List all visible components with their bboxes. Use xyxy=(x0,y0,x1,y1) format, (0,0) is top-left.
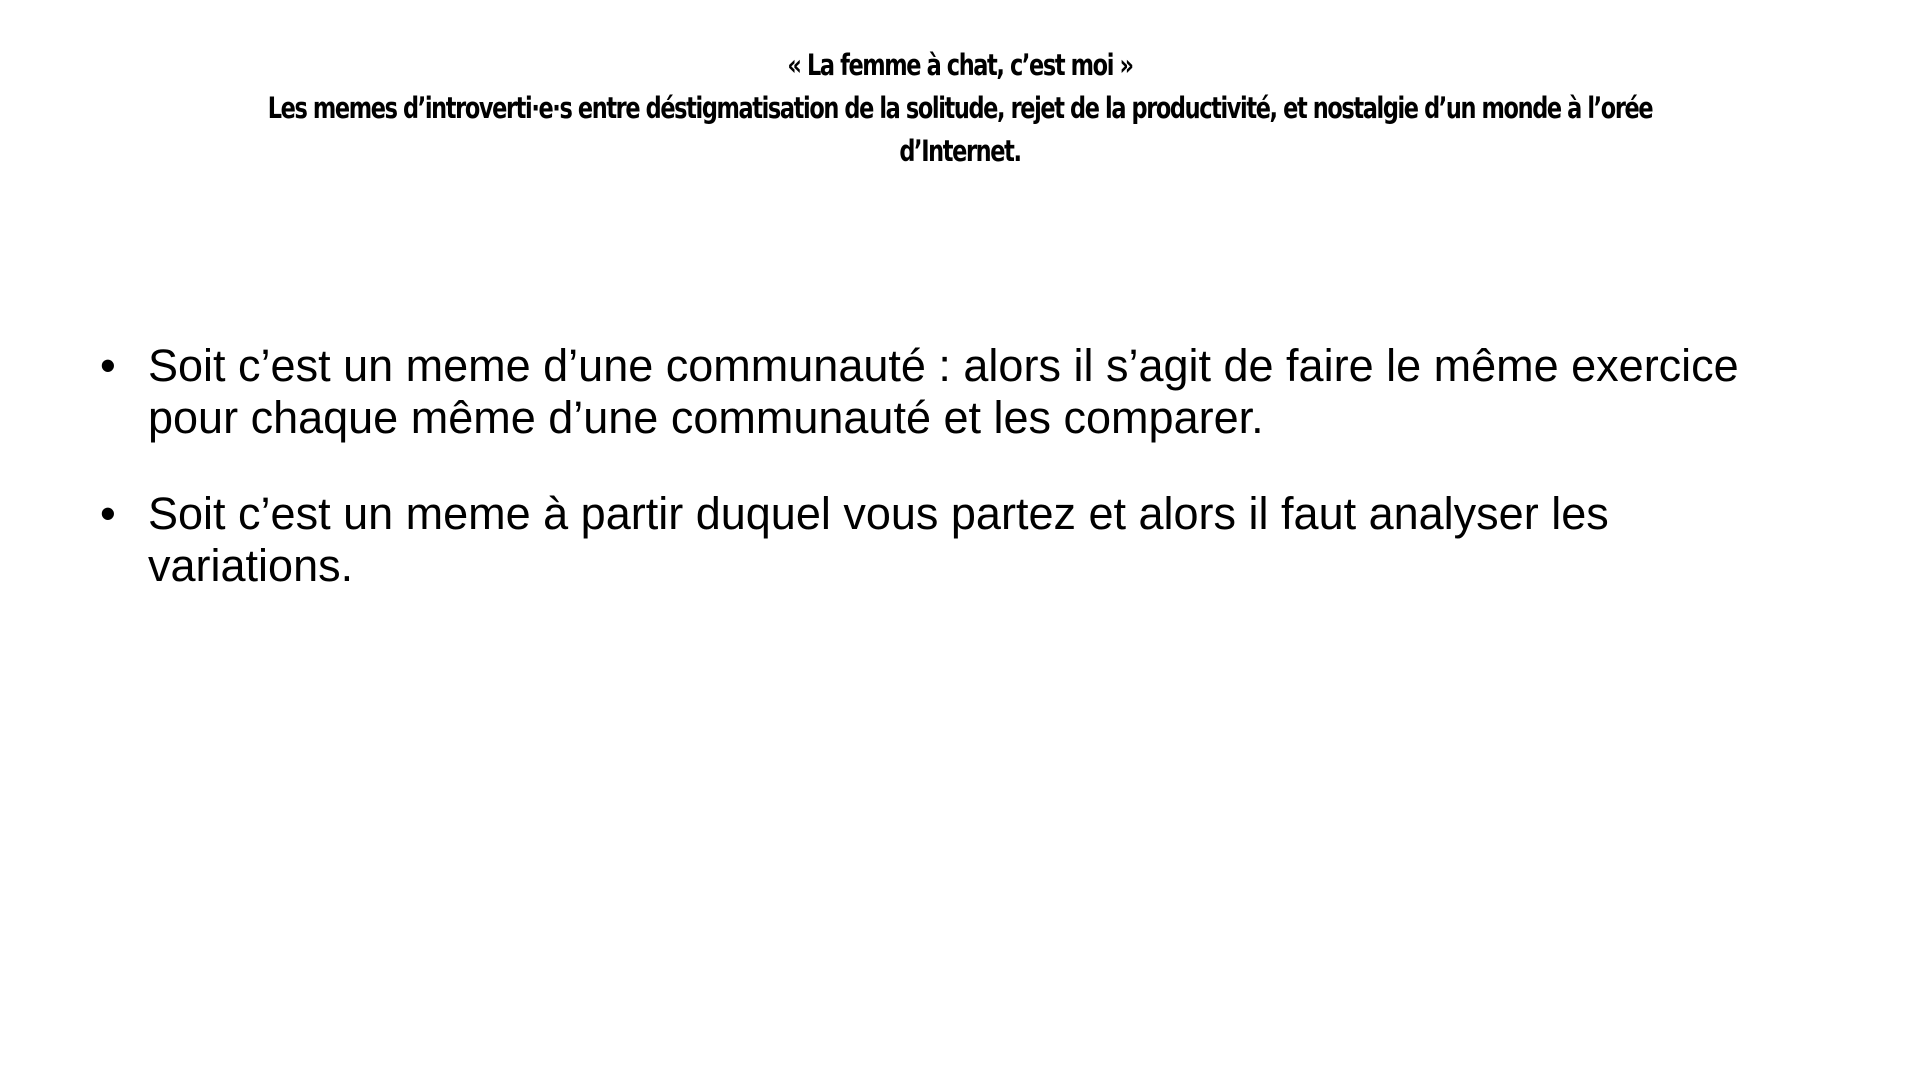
bullet-list xyxy=(100,340,1800,636)
list-item xyxy=(100,488,1800,592)
title-quote: « La femme à chat, c’est moi » xyxy=(787,48,1133,82)
bullet-icon: • xyxy=(100,340,116,391)
list-item xyxy=(100,340,1800,444)
bullet-text: Soit c’est un meme à partir duquel vous partez et alors il faut analyser les variations. xyxy=(148,488,1609,591)
bullet-text: Soit c’est un meme d’une communauté : alors il s’agit de faire le même exercice pour chaque même d’une communauté et les comparer. xyxy=(148,340,1739,443)
bullet-icon: • xyxy=(100,488,116,539)
slide-title xyxy=(212,44,1708,173)
title-subtitle: Les memes d’introverti·e·s entre déstigmatisation de la solitude, rejet de la productivité, et nostalgie d’un monde à l’orée d’Internet. xyxy=(267,91,1653,168)
